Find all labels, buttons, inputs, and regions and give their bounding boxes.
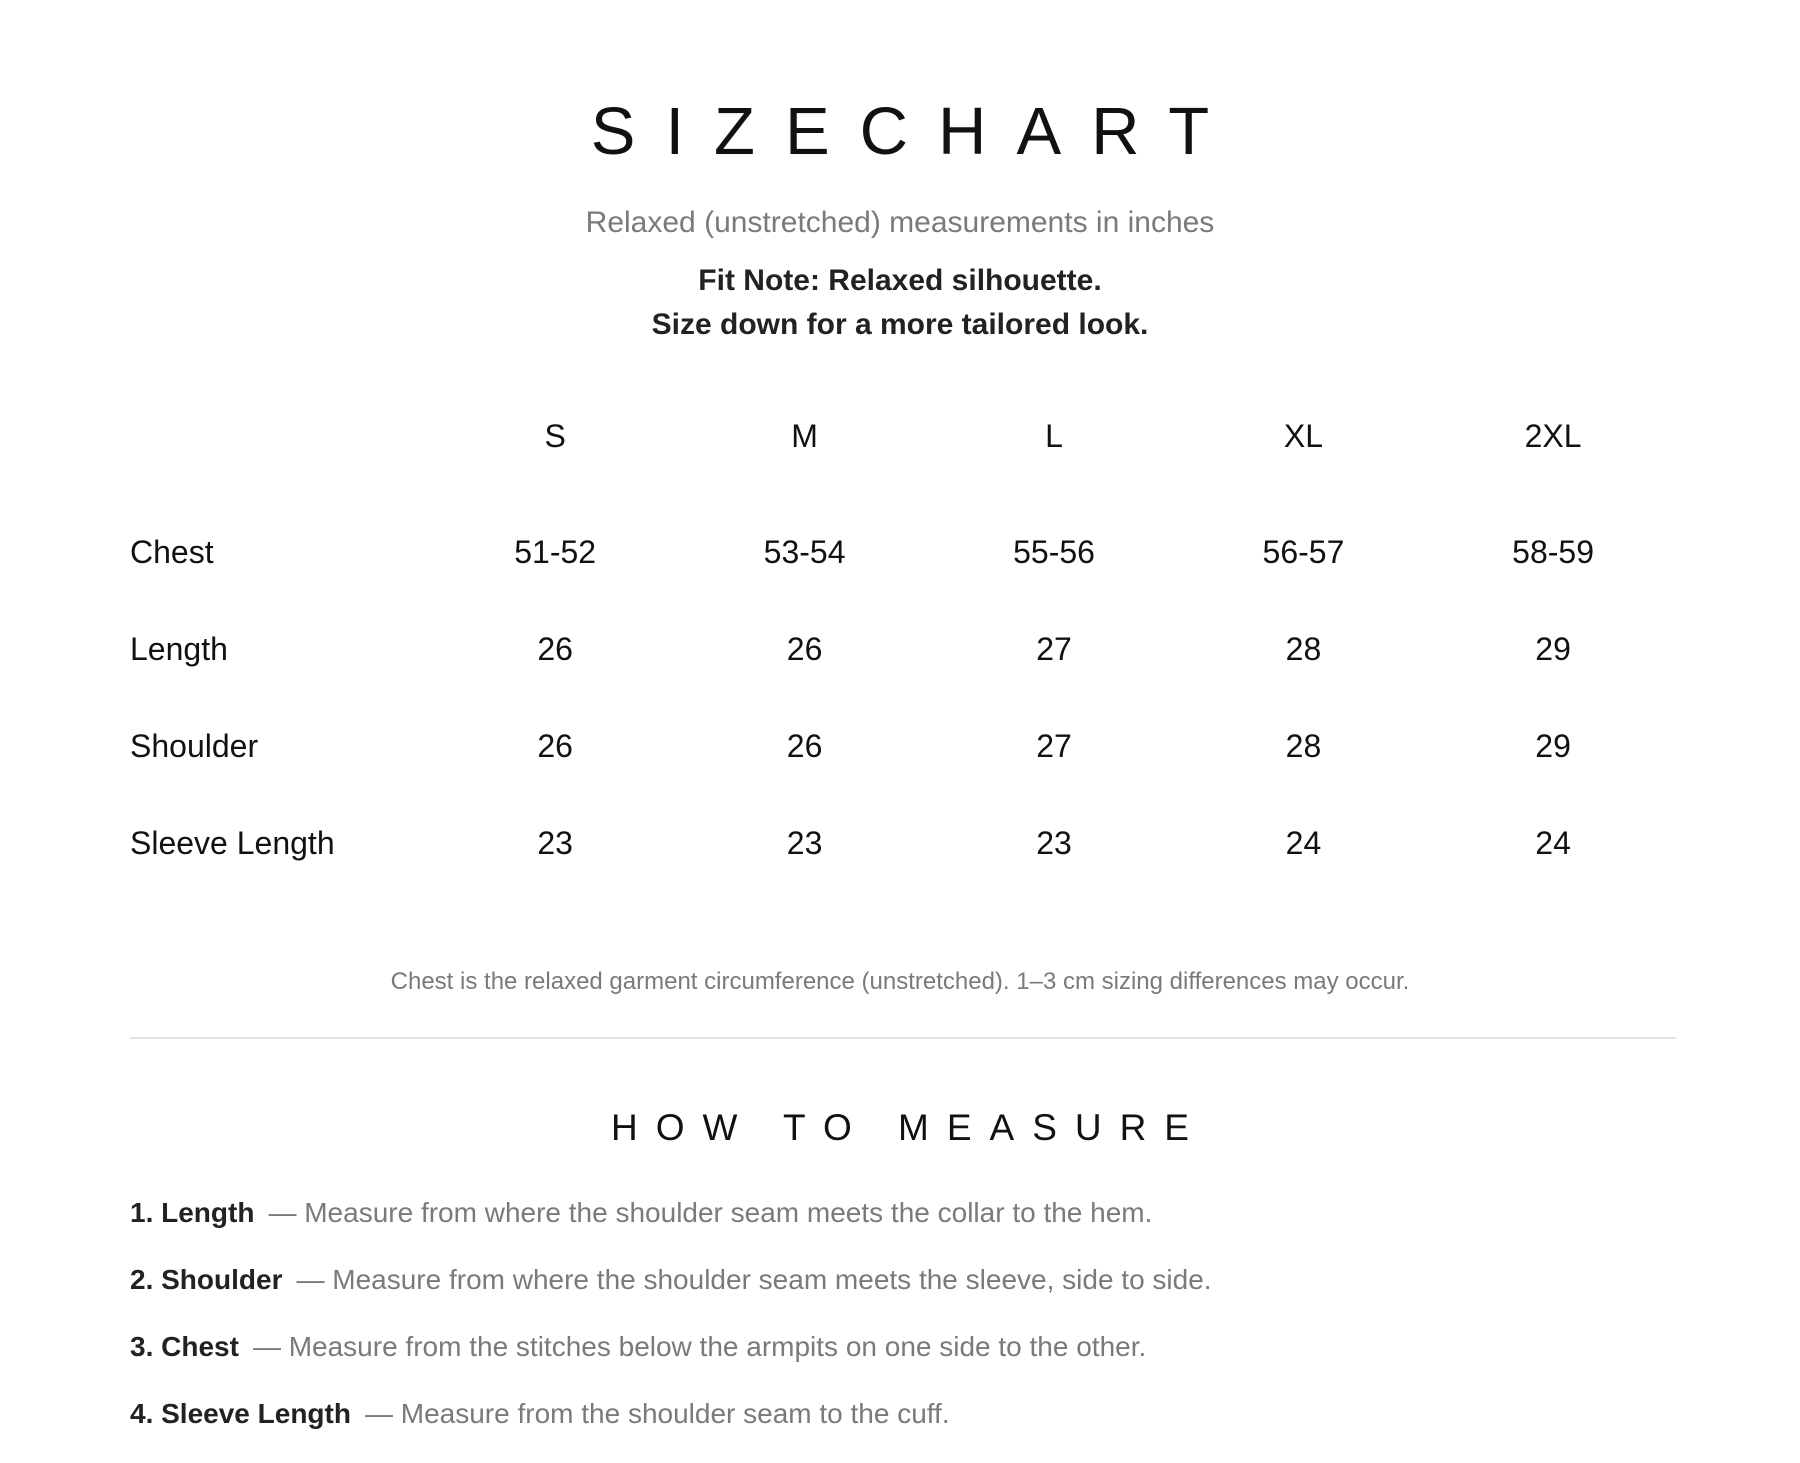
table-cell: 24 (1535, 825, 1571, 861)
table-cell: 23 (1036, 825, 1072, 861)
empty-corner-cell (130, 418, 430, 504)
table-cell: 26 (786, 728, 823, 764)
page-subtitle: Relaxed (unstretched) measurements in inches (585, 206, 1215, 239)
size-header-row (130, 418, 1678, 504)
list-item (130, 1195, 1690, 1262)
table-cell: 28 (1285, 728, 1322, 764)
table-cell: 56-57 (1262, 534, 1345, 570)
table-cell: 23 (786, 825, 823, 861)
table-cell: 26 (786, 631, 823, 667)
table-cell: 58-59 (1512, 534, 1595, 570)
table-row-sleeve-length (130, 795, 1678, 892)
table-cell: 29 (1535, 728, 1571, 764)
step-description: — Measure from the stitches below the armpits on one side to the other. (252, 1331, 1147, 1362)
table-cell: 27 (1036, 728, 1072, 764)
table-cell: 26 (537, 631, 573, 667)
size-table (130, 418, 1678, 892)
table-cell: 26 (537, 728, 573, 764)
list-item (130, 1329, 1690, 1396)
fit-note-line-2: Size down for a more tailored look. (651, 308, 1149, 341)
size-col-header: XL (1283, 418, 1324, 454)
table-cell: 24 (1285, 825, 1322, 861)
step-description: — Measure from where the shoulder seam meets the sleeve, side to side. (296, 1264, 1212, 1295)
size-col-header: 2XL (1524, 418, 1582, 454)
table-cell: 51-52 (514, 534, 597, 570)
fit-note-line-1: Fit Note: Relaxed silhouette. (698, 264, 1102, 297)
table-cell: 27 (1036, 631, 1072, 667)
step-description: — Measure from the shoulder seam to the cuff. (364, 1398, 950, 1429)
measure-steps-list (130, 1195, 1690, 1463)
table-cell: 53-54 (763, 534, 846, 570)
page-title: SIZECHART (590, 94, 1240, 169)
step-name: 3. Chest (130, 1331, 239, 1362)
table-row-shoulder (130, 698, 1678, 795)
row-label: Sleeve Length (130, 825, 335, 861)
how-to-measure-title: HOW TO MEASURE (610, 1107, 1207, 1148)
step-name: 1. Length (130, 1197, 255, 1228)
table-cell: 28 (1285, 631, 1322, 667)
table-row-chest (130, 504, 1678, 601)
table-row-length (130, 601, 1678, 698)
table-cell: 55-56 (1013, 534, 1095, 570)
table-cell: 23 (537, 825, 573, 861)
step-name: 2. Shoulder (130, 1264, 283, 1295)
step-name: 4. Sleeve Length (130, 1398, 351, 1429)
sizing-footnote: Chest is the relaxed garment circumference (unstretched). 1–3 cm sizing differences may occur. (390, 968, 1410, 995)
fit-note (0, 259, 1800, 347)
row-label: Chest (130, 534, 214, 570)
row-label: Shoulder (130, 728, 259, 764)
list-item (130, 1262, 1690, 1329)
size-col-header: L (1045, 418, 1063, 454)
section-divider (130, 1037, 1676, 1039)
step-description: — Measure from where the shoulder seam meets the collar to the hem. (268, 1197, 1153, 1228)
table-cell: 29 (1535, 631, 1571, 667)
row-label: Length (130, 631, 228, 667)
size-col-header: M (791, 418, 818, 454)
size-col-header: S (544, 418, 566, 454)
